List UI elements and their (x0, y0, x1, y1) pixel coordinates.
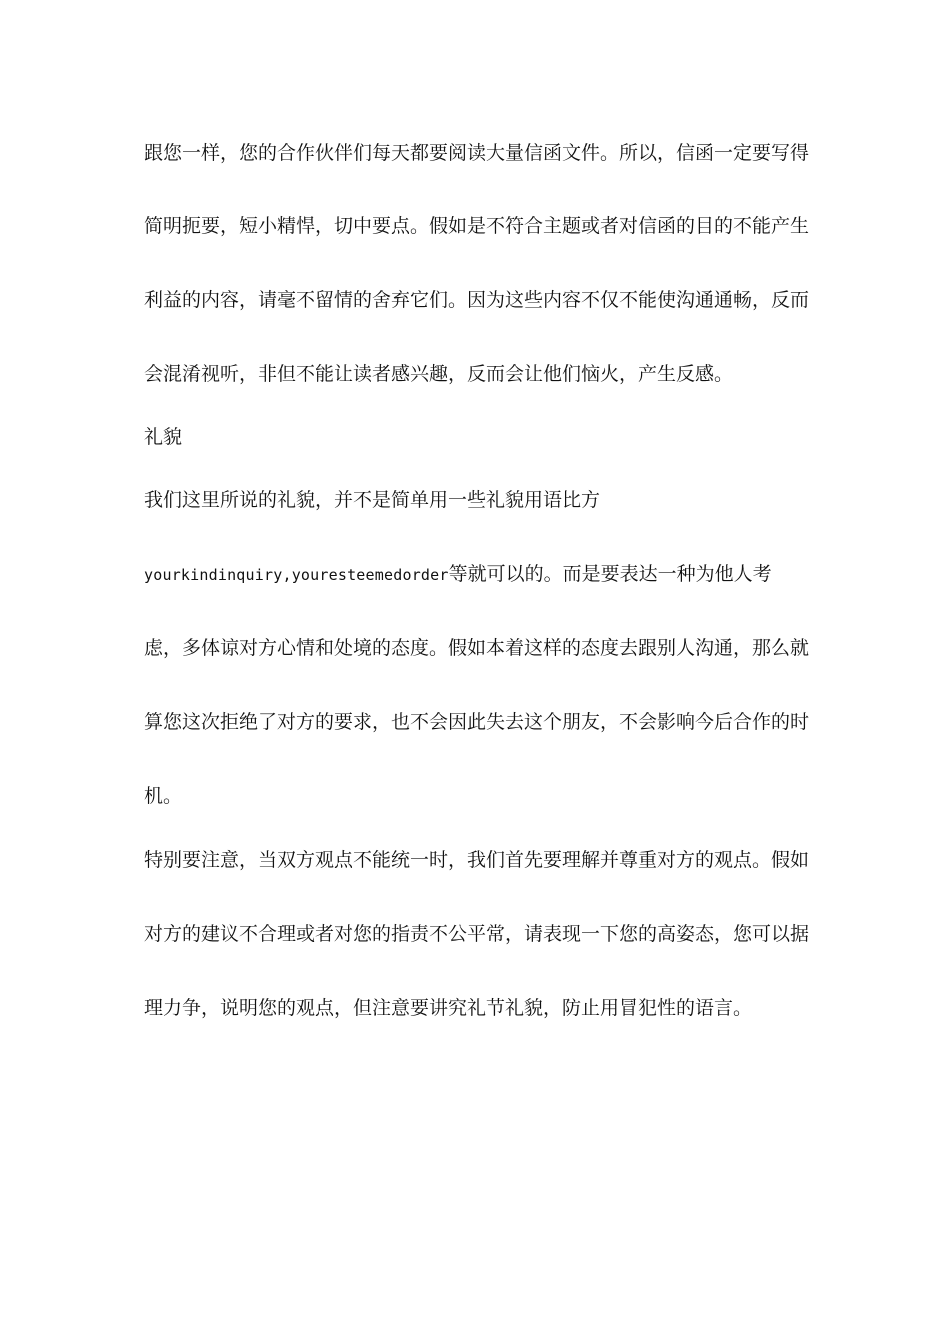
paragraph-line: 对方的建议不合理或者对您的指责不公平常，请表现一下您的高姿态，您可以据 (144, 923, 810, 945)
section-heading: 礼貌 (144, 426, 183, 448)
paragraph-line: 虑，多体谅对方心情和处境的态度。假如本着这样的态度去跟别人沟通，那么就 (144, 637, 810, 659)
paragraph-line: 会混淆视听，非但不能让读者感兴趣，反而会让他们恼火，产生反感。 (144, 363, 734, 385)
paragraph-line-mixed (144, 561, 804, 588)
paragraph-line: 跟您一样，您的合作伙伴们每天都要阅读大量信函文件。所以，信函一定要写得 (144, 142, 810, 164)
paragraph-line-continuation: 等就可以的。而是要表达一种为他人考 (448, 563, 772, 585)
paragraph-line: 算您这次拒绝了对方的要求，也不会因此失去这个朋友，不会影响今后合作的时 (144, 711, 810, 733)
paragraph-line: 简明扼要，短小精悍，切中要点。假如是不符合主题或者对信函的目的不能产生 (144, 215, 810, 237)
english-example-phrases: yourkindinquiry,youresteemedorder (144, 566, 449, 584)
paragraph-line: 机。 (144, 785, 183, 807)
paragraph-line: 我们这里所说的礼貌，并不是简单用一些礼貌用语比方 (144, 489, 601, 511)
paragraph-line: 理力争，说明您的观点，但注意要讲究礼节礼貌，防止用冒犯性的语言。 (144, 997, 753, 1019)
paragraph-line: 利益的内容，请毫不留情的舍弃它们。因为这些内容不仅不能使沟通通畅，反而 (144, 289, 810, 311)
paragraph-line: 特别要注意，当双方观点不能统一时，我们首先要理解并尊重对方的观点。假如 (144, 849, 810, 871)
